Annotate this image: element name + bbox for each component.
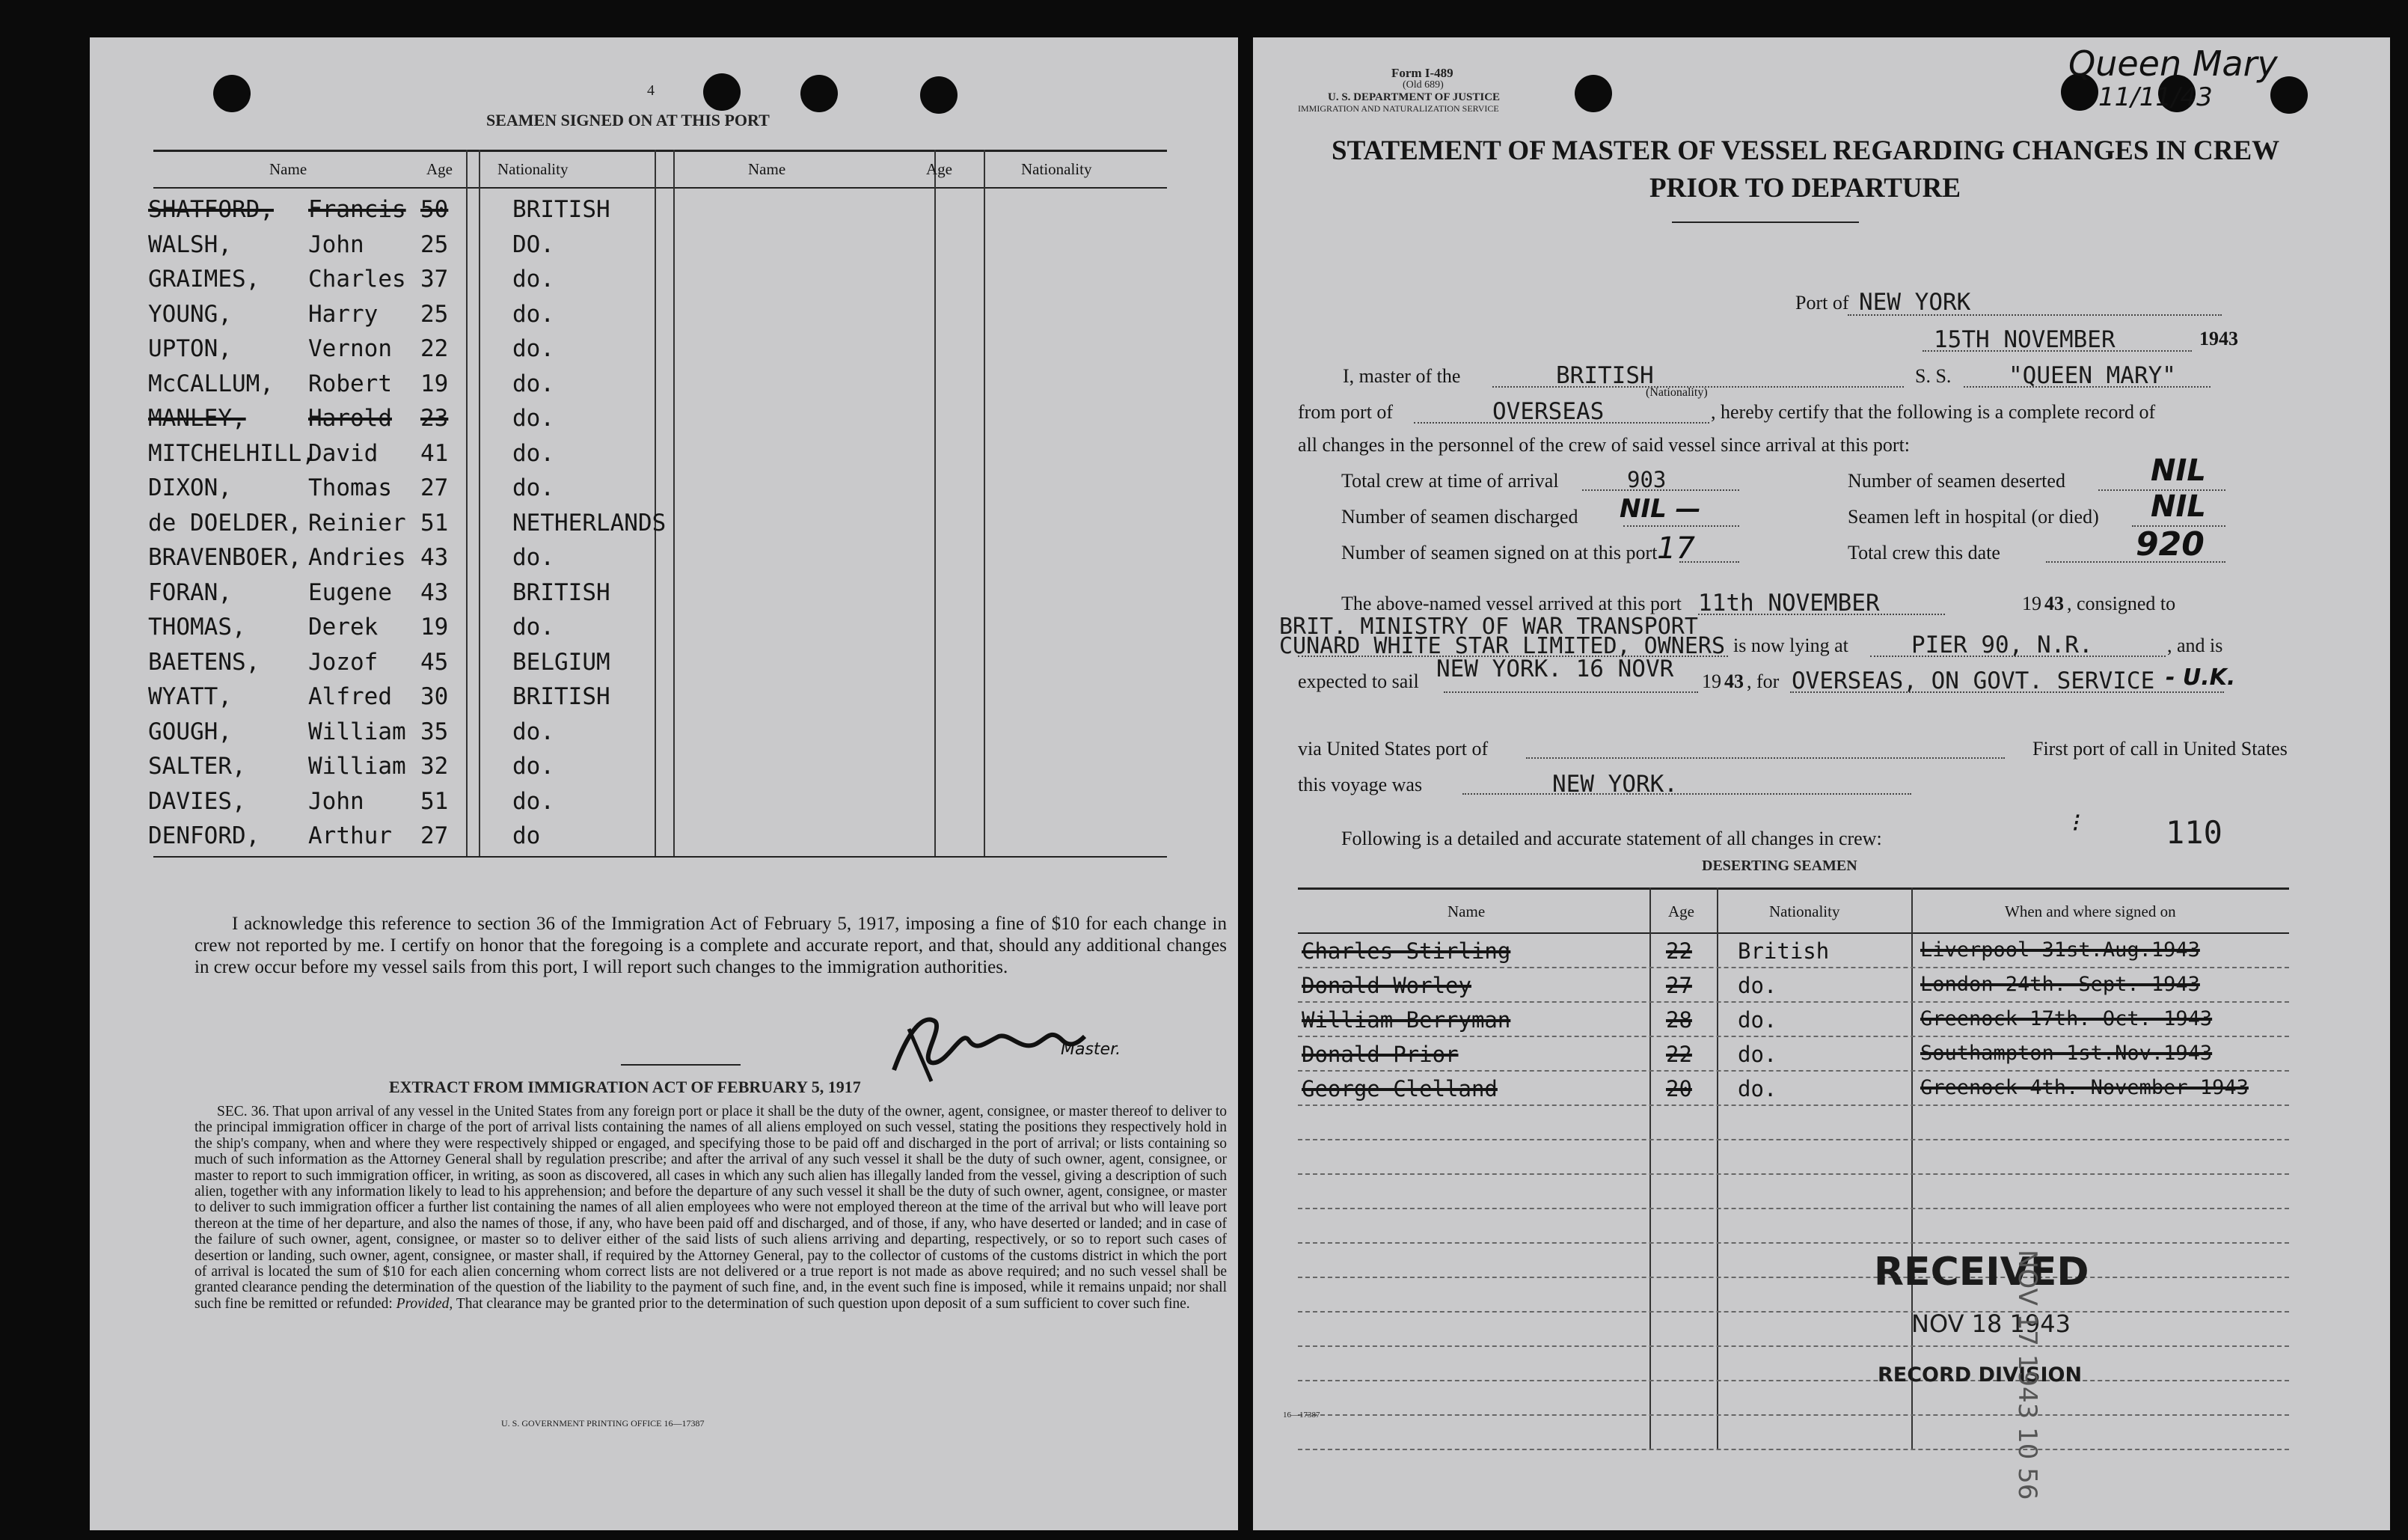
deserter-signed-on: Greenock 4th. November 1943 <box>1920 1076 2249 1099</box>
seaman-given-name: John <box>308 787 364 815</box>
seaman-nationality: BRITISH <box>512 196 610 223</box>
deserter-name: Charles Stirling <box>1302 938 1511 964</box>
seaman-given-name: Arthur <box>308 822 392 849</box>
punch-hole <box>703 73 741 111</box>
deserted-value: NIL <box>2151 453 2206 488</box>
voyage-value: NEW YORK. <box>1552 771 1678 798</box>
total-date-value: 920 <box>2136 525 2205 563</box>
row-rule <box>1298 1380 2289 1381</box>
service: IMMIGRATION AND NATURALIZATION SERVICE <box>1298 103 1499 114</box>
column-rule <box>655 150 656 856</box>
seaman-given-name: William <box>308 718 406 745</box>
for-value: OVERSEAS, ON GOVT. SERVICE <box>1792 667 2155 694</box>
row-rule <box>1298 1208 2289 1209</box>
seaman-surname: DENFORD, <box>148 822 260 849</box>
column-rule <box>479 150 480 856</box>
column-rule <box>1649 887 1651 1449</box>
row-rule <box>1298 1173 2289 1175</box>
row-rule <box>1298 967 2289 968</box>
via-label: via United States port of <box>1298 738 1489 760</box>
discharged-value: NIL — <box>1620 494 1701 524</box>
expected-value: NEW YORK. 16 NOVR <box>1436 656 1674 682</box>
column-rule <box>1717 887 1718 1449</box>
fill-line <box>1623 525 1739 527</box>
seaman-surname: BRAVENBOER, <box>148 544 302 571</box>
punch-hole <box>800 75 838 112</box>
first-port-label: First port of call in United States <box>2032 738 2288 760</box>
seaman-surname: BAETENS, <box>148 648 260 676</box>
seaman-age: 27 <box>420 822 449 849</box>
seaman-nationality: BELGIUM <box>512 648 610 676</box>
seaman-age: 19 <box>420 370 449 397</box>
column-rule <box>934 150 936 856</box>
discharged-label: Number of seamen discharged <box>1341 506 1578 528</box>
seaman-age: 51 <box>420 787 449 815</box>
deserter-age: 22 <box>1666 1042 1692 1067</box>
hospital-value: NIL <box>2151 489 2206 524</box>
row-rule <box>1298 1139 2289 1140</box>
certify-text: , hereby certify that the following is a complete record of <box>1711 401 2156 423</box>
arrived-label: The above-named vessel arrived at this port <box>1341 593 1682 614</box>
deserter-name: Donald Prior <box>1302 1042 1459 1067</box>
seaman-given-name: Charles <box>308 266 406 293</box>
master-label: Master. <box>1061 1040 1121 1059</box>
following-label: Following is a detailed and accurate statement of all changes in crew: <box>1341 828 1882 849</box>
column-header: Nationality <box>497 160 569 178</box>
column-rule <box>466 150 468 856</box>
seaman-age: 30 <box>420 683 449 710</box>
table-top-rule <box>1298 887 2289 890</box>
seaman-nationality: NETHERLANDS <box>512 509 667 537</box>
year-value: 1943 <box>2199 328 2238 349</box>
tick-mark-icon: ⁝ <box>2072 808 2080 838</box>
nationality-value: BRITISH <box>1556 362 1654 389</box>
deserter-nationality: do. <box>1738 1007 1777 1033</box>
seaman-given-name: Vernon <box>308 335 392 362</box>
ss-label: S. S. <box>1915 365 1952 387</box>
extract-title: EXTRACT FROM IMMIGRATION ACT OF FEBRUARY 5, 1917 <box>389 1078 861 1096</box>
column-header: Name <box>269 160 307 178</box>
row-rule <box>1298 1001 2289 1003</box>
deserter-signed-on: London 24th. Sept. 1943 <box>1920 973 2200 996</box>
form-old: (Old 689) <box>1403 79 1444 91</box>
seaman-given-name: William <box>308 753 406 780</box>
seaman-surname: SALTER, <box>148 753 246 780</box>
deserted-label: Number of seamen deserted <box>1848 470 2065 492</box>
seaman-age: 45 <box>420 648 449 676</box>
total-arrival-value: 903 <box>1627 467 1667 492</box>
row-rule <box>1298 1242 2289 1244</box>
arrived-year: 43 <box>2044 593 2064 614</box>
seaman-surname: de DOELDER, <box>148 509 302 537</box>
fill-line <box>1444 691 1698 693</box>
hospital-label: Seamen left in hospital (or died) <box>1848 506 2099 528</box>
header-rule <box>153 187 1167 189</box>
ship-name: "QUEEN MARY" <box>2009 362 2176 389</box>
deserter-nationality: do. <box>1738 1076 1777 1101</box>
total-date-label: Total crew this date <box>1848 542 2000 563</box>
sail-year-prefix: 19 <box>1702 670 1721 692</box>
seaman-given-name: Thomas <box>308 474 392 501</box>
and-is-label: , and is <box>2167 635 2223 656</box>
seaman-surname: MANLEY, <box>148 405 246 432</box>
deserter-name: George Clelland <box>1302 1076 1498 1101</box>
side-date-stamp: NOV 17 1943 10 56 <box>2012 1250 2042 1500</box>
form-footer: 16—17387 <box>1283 1411 1320 1420</box>
deserter-nationality: do. <box>1738 1042 1777 1067</box>
deserter-age: 20 <box>1666 1076 1692 1101</box>
seaman-age: 41 <box>420 439 449 467</box>
seaman-given-name: Derek <box>308 614 379 641</box>
header-rule <box>1298 932 2289 934</box>
for-handwritten: - U.K. <box>2166 664 2236 691</box>
seaman-given-name: Harry <box>308 300 379 328</box>
seaman-surname: GOUGH, <box>148 718 232 745</box>
seaman-nationality: do <box>512 822 541 849</box>
seaman-nationality: DO. <box>512 230 554 258</box>
extract-body: That upon arrival of any vessel in the United States from any foreign port or place it shall be the duty of the owner, agent, consignee, or master thereof to deliver to the principal immigration officer in charge of the port of arrival lists containing the names of all aliens employed on such vessel, stating the positions they respectively hold in the ship's company, when and where they were respectively shipped or engaged, and specifying those to be paid off and discharged in the port of arrival; or lists containing so much of such information as the Attorney General shall by regulation prescribe; and after the arrival of any such vessel it shall be the duty of such owner, agent, consignee, or master to report to such immigration officer, in writing, as soon as discovered, all cases in which any such alien has illegally landed from the vessel, giving a description of such alien, together with any information likely to lead to his apprehension; and before the departure of any such vessel it shall be the duty of such owner, agent, consignee, or master to deliver to such immigration officer a further list containing the names of all alien employees who were not employed thereon at the time of the arrival but who will leave port thereon at the time of her departure, and also the names of those, if any, who have been paid off and discharged, and of those, if any, who have deserted or landed; and in case of the failure of such owner, agent, consignee, or master so to deliver either of the said lists of such aliens arriving and departing, respectively, or so to report such cases of desertion or landing, such owner, agent, consignee, or master shall, if required by the Attorney General, pay to the collector of customs of the customs district in which the port of arrival is located the sum of $10 for each alien concerning whom correct lists are not delivered or a true report is not made as above required; and no such vessel shall be granted clearance pending the determination of the question of the liability to the payment of such fine, and, in the event such fine is imposed, while it remains unpaid; nor shall such fine be remitted or refunded: <box>194 1104 1227 1312</box>
deserter-name: Donald Worley <box>1302 973 1471 998</box>
consigned-label: , consigned to <box>2067 593 2176 614</box>
seaman-age: 43 <box>420 578 449 606</box>
seaman-age: 37 <box>420 266 449 293</box>
acknowledgement-text: I acknowledge this reference to section 36 of the Immigration Act of February 5, 1917, imposing a fine of $10 for each change in crew not reported by me. I certify on honor that the foregoing is a complete and accurate report, and that, should any additional changes in crew occur before my vessel sails from this port, I will report such changes to the immigration authorities. <box>194 914 1227 977</box>
column-header: Age <box>926 160 952 178</box>
section-title: SEAMEN SIGNED ON AT THIS PORT <box>486 111 770 129</box>
seaman-given-name: David <box>308 439 379 467</box>
for-label: , for <box>1747 670 1780 692</box>
deserter-signed-on: Greenock 17th. Oct. 1943 <box>1920 1007 2213 1030</box>
form-id: Form I-489 <box>1391 66 1453 80</box>
seaman-nationality: do. <box>512 718 554 745</box>
seaman-surname: MITCHELHILL, <box>148 439 316 467</box>
seaman-age: 23 <box>420 405 449 432</box>
row-rule <box>1298 1449 2289 1450</box>
deserting-title: DESERTING SEAMEN <box>1702 858 1857 874</box>
column-header: Nationality <box>1769 902 1840 920</box>
column-header: Nationality <box>1021 160 1092 178</box>
seaman-surname: SHATFORD, <box>148 196 274 223</box>
from-port-value: OVERSEAS <box>1492 398 1605 425</box>
lying-label: is now lying at <box>1733 635 1848 656</box>
seaman-age: 27 <box>420 474 449 501</box>
seaman-given-name: John <box>308 230 364 258</box>
seaman-surname: FORAN, <box>148 578 232 606</box>
extract-provided: Provided, <box>396 1295 453 1312</box>
row-rule <box>1298 1104 2289 1106</box>
signed-on-value: 17 <box>1657 531 1695 566</box>
column-rule <box>984 150 985 856</box>
signed-on-label: Number of seamen signed on at this port <box>1341 542 1658 563</box>
handwritten-number: 11/11/43 <box>2098 82 2213 112</box>
deserter-age: 22 <box>1666 938 1692 964</box>
received-date: NOV 18 1943 <box>1911 1310 2071 1338</box>
fill-line <box>1462 793 1911 795</box>
seaman-age: 25 <box>420 230 449 258</box>
port-value: NEW YORK <box>1859 289 1971 316</box>
column-header: When and where signed on <box>2005 902 2176 920</box>
deserter-nationality: British <box>1738 938 1830 964</box>
expected-label: expected to sail <box>1298 670 1419 692</box>
seaman-given-name: Alfred <box>308 683 392 710</box>
seaman-nationality: do. <box>512 266 554 293</box>
seaman-nationality: BRITISH <box>512 578 610 606</box>
seaman-nationality: do. <box>512 787 554 815</box>
form-title-line2: PRIOR TO DEPARTURE <box>1649 173 1961 204</box>
deserter-age: 28 <box>1666 1007 1692 1033</box>
seaman-age: 32 <box>420 753 449 780</box>
seaman-surname: YOUNG, <box>148 300 232 328</box>
seaman-age: 50 <box>420 196 449 223</box>
seaman-given-name: Andries <box>308 544 406 571</box>
stamp-number: 110 <box>2166 814 2222 851</box>
seaman-given-name: Harold <box>308 405 392 432</box>
seaman-given-name: Francis <box>308 196 406 223</box>
row-rule <box>1298 1277 2289 1278</box>
fill-line <box>1526 757 2005 759</box>
punch-hole <box>920 76 958 114</box>
form-title-line1: STATEMENT OF MASTER OF VESSEL REGARDING CHANGES IN CREW <box>1332 135 2280 166</box>
column-header: Name <box>748 160 786 178</box>
right-page <box>1253 37 2390 1530</box>
certify-text-2: all changes in the personnel of the crew of said vessel since arrival at this port: <box>1298 434 1911 456</box>
date-value: 15TH NOVEMBER <box>1934 326 2116 353</box>
sail-year: 43 <box>1724 670 1744 692</box>
page-number: 4 <box>647 82 655 99</box>
seaman-nationality: do. <box>512 544 554 571</box>
seaman-nationality: do. <box>512 405 554 432</box>
seaman-surname: WYATT, <box>148 683 232 710</box>
deserter-signed-on: Liverpool 31st.Aug.1943 <box>1920 938 2200 962</box>
voyage-label: this voyage was <box>1298 774 1423 795</box>
seaman-given-name: Robert <box>308 370 392 397</box>
arrived-value: 11th NOVEMBER <box>1698 590 1880 617</box>
seaman-nationality: do. <box>512 753 554 780</box>
row-rule <box>1298 1070 2289 1072</box>
seaman-age: 35 <box>420 718 449 745</box>
row-rule <box>1298 1036 2289 1037</box>
seaman-age: 43 <box>420 544 449 571</box>
from-port-label: from port of <box>1298 401 1394 423</box>
row-rule <box>1298 1345 2289 1347</box>
seaman-nationality: do. <box>512 300 554 328</box>
extract-tail: That clearance may be granted prior to the determination of such question upon deposit of a sum sufficient to cover such fine. <box>456 1295 1190 1312</box>
column-rule <box>673 150 675 856</box>
column-header: Age <box>1668 902 1694 920</box>
seaman-age: 25 <box>420 300 449 328</box>
seaman-age: 22 <box>420 335 449 362</box>
left-page <box>90 37 1238 1530</box>
seaman-age: 19 <box>420 614 449 641</box>
deserter-name: William Berryman <box>1302 1007 1511 1033</box>
divider <box>1672 221 1859 223</box>
deserter-nationality: do. <box>1738 973 1777 998</box>
record-division: RECORD DIVISION <box>1878 1363 2083 1387</box>
total-arrival-label: Total crew at time of arrival <box>1341 470 1559 492</box>
printing-office-footer: U. S. GOVERNMENT PRINTING OFFICE 16—17387 <box>501 1418 705 1429</box>
divider <box>621 1064 741 1066</box>
lying-value: PIER 90, N.R. <box>1911 632 2093 659</box>
seaman-surname: DIXON, <box>148 474 232 501</box>
column-header: Name <box>1447 902 1486 920</box>
nationality-caption: (Nationality) <box>1646 386 1708 399</box>
deserter-age: 27 <box>1666 973 1692 998</box>
port-label: Port of <box>1795 292 1849 314</box>
master-of-label: I, master of the <box>1343 365 1461 387</box>
consignee-line1: BRIT. MINISTRY OF WAR TRANSPORT <box>1279 614 1698 640</box>
handwritten-ship-name: Queen Mary <box>2068 43 2278 84</box>
extract-text <box>194 1104 1227 1312</box>
seaman-nationality: do. <box>512 335 554 362</box>
seaman-age: 51 <box>420 509 449 537</box>
extract-lead: SEC. 36. <box>217 1104 269 1119</box>
seaman-given-name: Reinier <box>308 509 406 537</box>
table-top-rule <box>153 150 1167 152</box>
seaman-nationality: do. <box>512 439 554 467</box>
seaman-given-name: Eugene <box>308 578 392 606</box>
deserter-signed-on: Southampton 1st.Nov.1943 <box>1920 1042 2213 1065</box>
received-stamp: RECEIVED <box>1874 1250 2089 1295</box>
row-rule <box>1298 1311 2289 1313</box>
seaman-nationality: BRITISH <box>512 683 610 710</box>
seaman-surname: GRAIMES, <box>148 266 260 293</box>
seaman-nationality: do. <box>512 614 554 641</box>
seaman-surname: THOMAS, <box>148 614 246 641</box>
seaman-surname: DAVIES, <box>148 787 246 815</box>
consignee-line2: CUNARD WHITE STAR LIMITED, OWNERS <box>1279 633 1726 659</box>
punch-hole <box>213 75 251 112</box>
seaman-given-name: Jozof <box>308 648 379 676</box>
punch-hole <box>1575 75 1612 112</box>
seaman-surname: UPTON, <box>148 335 232 362</box>
seaman-surname: WALSH, <box>148 230 232 258</box>
seaman-nationality: do. <box>512 370 554 397</box>
seaman-surname: McCALLUM, <box>148 370 274 397</box>
arrived-year-prefix: 19 <box>2022 593 2041 614</box>
column-header: Age <box>426 160 453 178</box>
table-bottom-rule <box>153 856 1167 858</box>
department: U. S. DEPARTMENT OF JUSTICE <box>1328 91 1501 103</box>
row-rule <box>1298 1414 2289 1416</box>
seaman-nationality: do. <box>512 474 554 501</box>
